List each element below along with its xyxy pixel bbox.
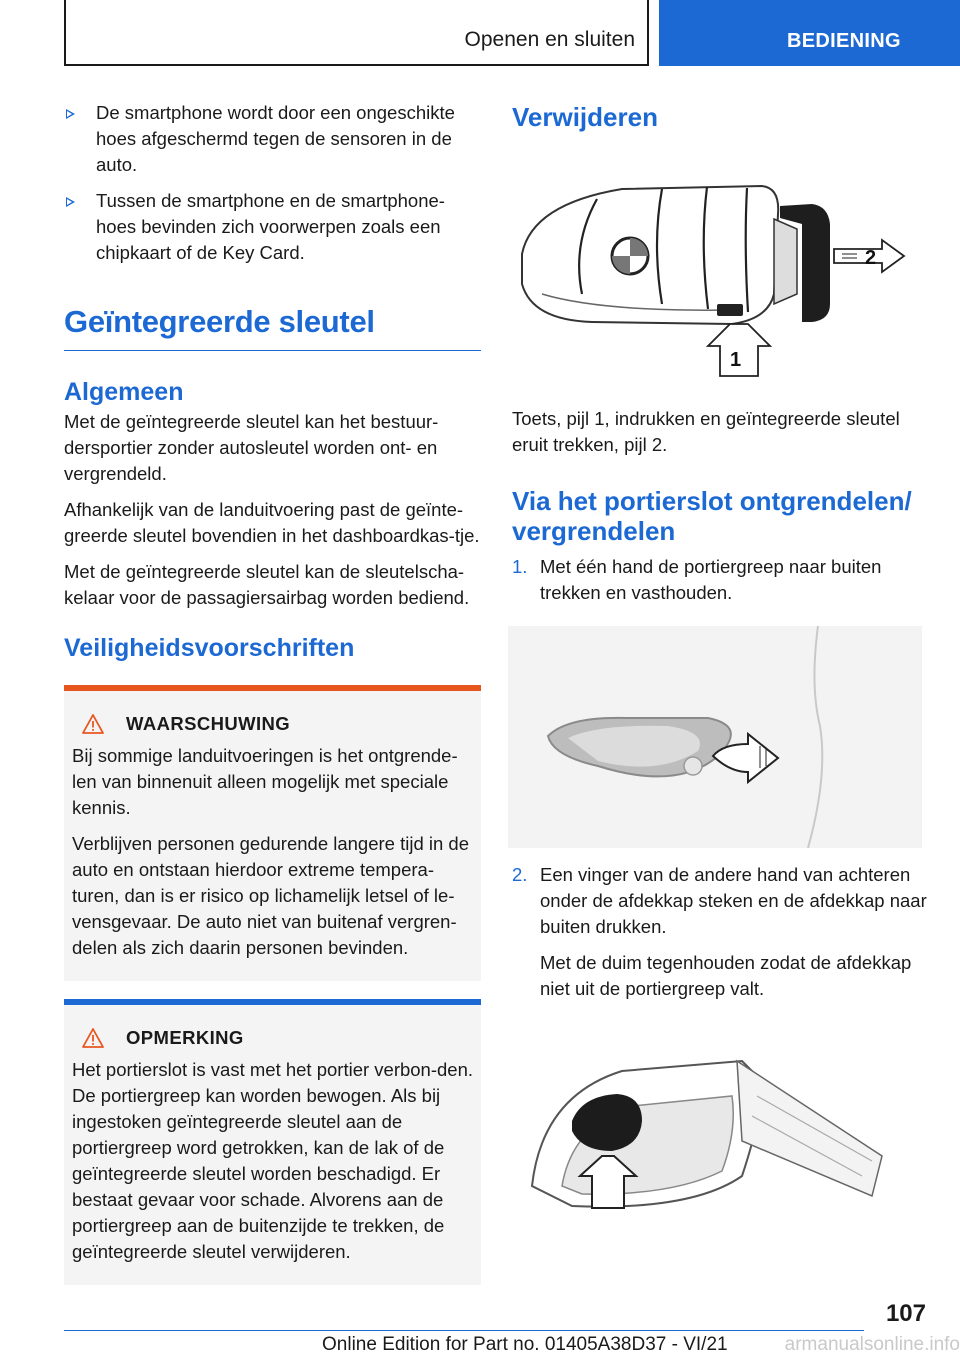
section-heading: Geïntegreerde sleutel bbox=[64, 304, 481, 351]
key-figure bbox=[512, 144, 930, 384]
caution-triangle-icon bbox=[82, 1028, 104, 1048]
footer-divider bbox=[64, 1330, 864, 1331]
warning-triangle-icon bbox=[82, 714, 104, 734]
left-column bbox=[64, 100, 481, 1285]
warning-header bbox=[72, 713, 473, 735]
note-label: OPMERKING bbox=[126, 1027, 244, 1048]
note-box bbox=[64, 999, 481, 1285]
cover-cap-figure bbox=[512, 1036, 930, 1236]
bullet-list bbox=[64, 100, 481, 266]
general-heading: Algemeen bbox=[64, 378, 184, 406]
list-item: Tussen de smartphone en de smartphone-hoes bevinden zich voorwerpen zoals een chipkaart of de Key Card. bbox=[64, 188, 481, 266]
right-column bbox=[512, 100, 930, 1236]
warning-box bbox=[64, 685, 481, 981]
integrated-key-illustration bbox=[512, 144, 930, 384]
lock-heading: Via het portierslot ontgrendelen/ vergrendelen bbox=[512, 486, 912, 546]
warning-text: Verblijven personen gedurende langere tijd in de auto en ontstaan hierdoor extreme tempera-turen, dan is er risico op lichamelijk letsel of le-vensgevaar. De auto niet van buitenaf vergren-delen als zich daarin personen bevinden. bbox=[72, 833, 470, 958]
triangle-bullet-icon bbox=[66, 197, 75, 207]
list-item bbox=[512, 862, 930, 1002]
arrow-label-2: 2 bbox=[865, 247, 877, 269]
remove-heading: Verwijderen bbox=[512, 102, 658, 132]
warning-text: Bij sommige landuitvoeringen is het ontgrende-len van binnenuit alleen mogelijk met speciale kennis. bbox=[72, 745, 458, 818]
step-list bbox=[512, 862, 930, 1002]
door-handle-figure bbox=[508, 626, 922, 848]
step-number: 1. bbox=[512, 556, 528, 577]
paragraph: Met de geïntegreerde sleutel kan de sleutelscha-kelaar voor de passagiersairbag worden bediend. bbox=[64, 561, 470, 608]
paragraph: Afhankelijk van de landuitvoering past de geïnte-greerde sleutel bovendien in het dashboardkas-tje. bbox=[64, 499, 480, 546]
step-text: Met één hand de portiergreep naar buiten trekken en vasthouden. bbox=[540, 556, 882, 603]
note-text: Het portierslot is vast met het portier verbon-den. De portiergreep kan worden bewogen. Als bij ingestoken geïntegreerde sleutel aan de portiergreep word getrokken, kan de lak of de geïntegreerde sleutel worden beschadigd. Er bestaat gevaar voor schade. Alvorens aan de portiergreep aan de buitenzijde te trekken, de geïntegreerde sleutel verwijderen. bbox=[72, 1059, 474, 1262]
page-header bbox=[64, 0, 960, 66]
remove-instruction: Toets, pijl 1, indrukken en geïntegreerde sleutel eruit trekken, pijl 2. bbox=[512, 408, 900, 455]
step-number: 2. bbox=[512, 864, 528, 885]
chapter-tab bbox=[64, 0, 649, 66]
watermark-text: armanualsonline.info bbox=[784, 1334, 960, 1355]
step-text: Een vinger van de andere hand van achteren onder de afdekkap steken en de afdekkap naar buiten drukken. bbox=[540, 864, 927, 937]
list-item bbox=[512, 554, 930, 606]
chapter-title: Openen en sluiten bbox=[464, 28, 635, 51]
triangle-bullet-icon bbox=[66, 109, 75, 119]
note-header bbox=[72, 1027, 473, 1049]
edition-text: Online Edition for Part no. 01405A38D37 - VI/21 bbox=[322, 1334, 728, 1355]
page-number: 107 bbox=[885, 1300, 926, 1327]
step-text: Met de duim tegenhouden zodat de afdekkap niet uit de portiergreep valt. bbox=[540, 952, 912, 999]
cover-cap-illustration bbox=[512, 1036, 930, 1236]
arrow-label-1: 1 bbox=[730, 349, 742, 371]
section-title: BEDIENING bbox=[787, 30, 901, 52]
paragraph: Met de geïntegreerde sleutel kan het bestuur-dersportier zonder autosleutel worden ont- en vergrendeld. bbox=[64, 411, 439, 484]
safety-heading: Veiligheidsvoorschriften bbox=[64, 634, 355, 662]
step-list bbox=[512, 554, 930, 606]
door-handle-illustration bbox=[508, 626, 922, 848]
list-item: De smartphone wordt door een ongeschikte hoes afgeschermd tegen de sensoren in de auto. bbox=[64, 100, 481, 178]
section-tab bbox=[659, 0, 960, 66]
warning-label: WAARSCHUWING bbox=[126, 713, 291, 734]
